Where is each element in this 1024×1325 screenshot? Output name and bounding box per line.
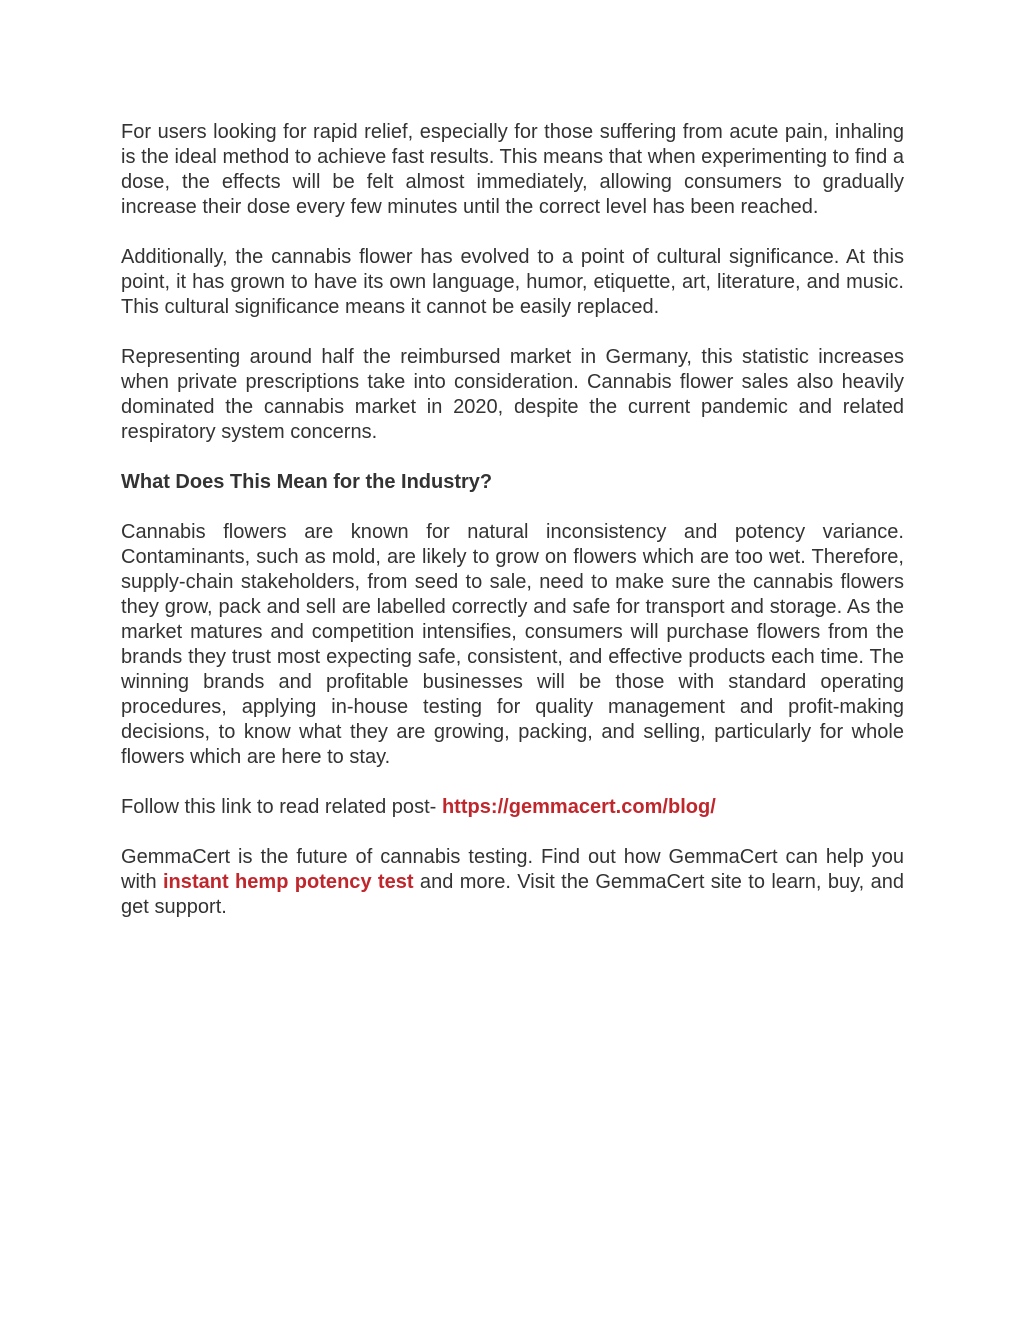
section-heading: What Does This Mean for the Industry? xyxy=(121,471,493,493)
follow-link-line xyxy=(121,795,904,820)
paragraph-rapid-relief: For users looking for rapid relief, especially for those suffering from acute pain, inhaling is the ideal method to achieve fast results. This means that when experimenting to find a dose, the effects will be felt almost immediately, allowing consumers to gradually increase their dose every few minutes until the correct level has been reached. xyxy=(121,121,904,218)
closing-text-after: and more. Visit the GemmaCert site to learn, buy, and get support. xyxy=(121,871,904,918)
closing-text-before: GemmaCert is the future of cannabis testing. Find out how GemmaCert can help you with xyxy=(121,846,904,893)
hemp-potency-test-link[interactable]: instant hemp potency test xyxy=(162,871,414,893)
closing-paragraph xyxy=(121,845,904,920)
blog-link[interactable]: https://gemmacert.com/blog/ xyxy=(441,796,716,818)
follow-link-prefix: Follow this link to read related post- xyxy=(121,796,442,818)
paragraph-germany-market: Representing around half the reimbursed market in Germany, this statistic increases when private prescriptions take into consideration. Cannabis flower sales also heavily dominated the cannabis market in 2020, despite the current pandemic and related respiratory system concerns. xyxy=(121,346,904,443)
document-page xyxy=(121,120,904,945)
paragraph-cultural-significance: Additionally, the cannabis flower has evolved to a point of cultural significance. At this point, it has grown to have its own language, humor, etiquette, art, literature, and music. This cultural significance means it cannot be easily replaced. xyxy=(121,246,904,318)
paragraph-industry: Cannabis flowers are known for natural inconsistency and potency variance. Contaminants, such as mold, are likely to grow on flowers which are too wet. Therefore, supply-chain stakeholders, from seed to sale, need to make sure the cannabis flowers they grow, pack and sell are labelled correctly and safe for transport and storage. As the market matures and competition intensifies, consumers will purchase flowers from the brands they trust most expecting safe, consistent, and effective products each time. The winning brands and profitable businesses will be those with standard operating procedures, applying in-house testing for quality management and profit-making decisions, to know what they are growing, packing, and selling, particularly for whole flowers which are here to stay. xyxy=(121,521,904,768)
